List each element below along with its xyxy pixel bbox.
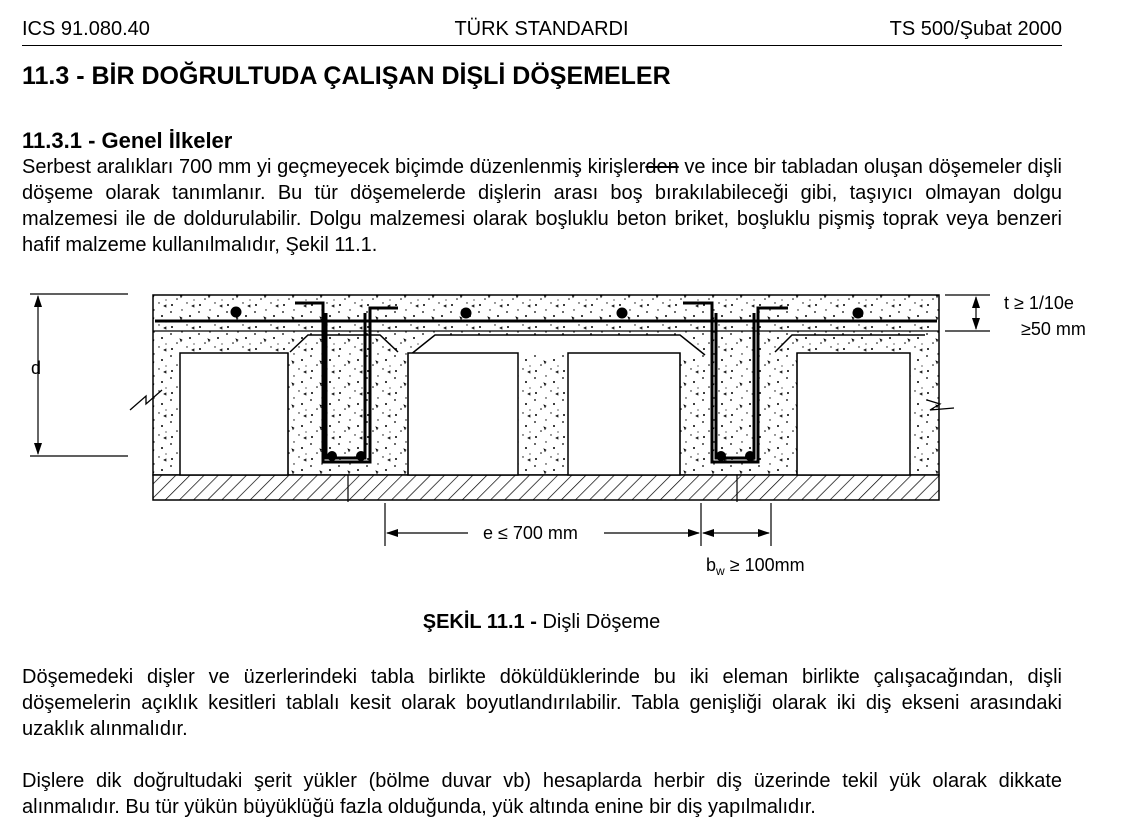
header-title: TÜRK STANDARDI <box>454 18 629 40</box>
caption-number: ŞEKİL 11.1 - <box>422 611 537 633</box>
hatched-formwork <box>153 475 939 500</box>
paragraph-slab-width: Döşemedeki dişler ve üzerlerindeki tabla birlikte döküldüklerinde bu iki eleman birlikte çalışacağından, dişli döşemelerin açıklık kesitleri tablalı kesit olarak boyutlandırılabilir. Tabla genişliği olarak iki diş ekseni arasındaki uzaklık alınmalıdır. <box>22 666 1062 740</box>
header-document-id: TS 500/Şubat 2000 <box>889 18 1062 40</box>
figure-caption <box>0 611 1083 634</box>
label-d: d <box>31 358 42 378</box>
dimension-bw <box>703 503 771 546</box>
paragraph-1-text-end: ve ince bir tabladan oluşan döşemeler dişli döşeme olarak tanımlanır. Bu tür döşemelerde dişlerin arası boş bırakılabileceği gibi, taşıyıcı olmayan dolgu malzemesi ile de doldurulabilir. Dolgu malzemesi olarak boşluklu beton briket, boşluklu pişmiş toprak veya benzeri hafif malzeme kullanılmalıdır, Şekil 11.1. <box>22 156 1062 256</box>
subsection-title: 11.3.1 - Genel İlkeler <box>22 128 233 153</box>
caption-text: Dişli Döşeme <box>536 611 661 633</box>
label-t-ratio: t ≥ 1/10e <box>1004 293 1074 313</box>
section-title: 11.3 - BİR DOĞRULTUDA ÇALIŞAN DİŞLİ DÖŞEMELER <box>22 62 671 90</box>
label-bw: $b_w \ge 100mm$ <box>706 555 805 578</box>
dimension-d <box>30 294 128 456</box>
paragraph-1-text-start: Serbest aralıkları 700 mm yi geçmeyecek biçimde düzenlenmiş kirişler <box>22 156 646 178</box>
dimension-t <box>945 295 990 331</box>
paragraph-strip-loads: Dişlere dik doğrultudaki şerit yükler (bölme duvar vb) hesaplarda herbir diş üzerinde tekil yük olarak dikkate alınmalıdır. Bu tür yükün büyüklüğü fazla olduğunda, yük altında enine bir diş yapılmalıdır. <box>22 770 1062 818</box>
ribbed-slab-figure <box>0 280 1129 590</box>
struck-text: den <box>645 156 679 178</box>
header-standard-code: ICS 91.080.40 <box>22 18 150 40</box>
paragraph-general-principles <box>22 154 1062 258</box>
label-e: e ≤ 700 mm <box>483 523 578 543</box>
header-rule <box>22 45 1062 46</box>
label-t-min: ≥50 mm <box>1021 319 1086 339</box>
